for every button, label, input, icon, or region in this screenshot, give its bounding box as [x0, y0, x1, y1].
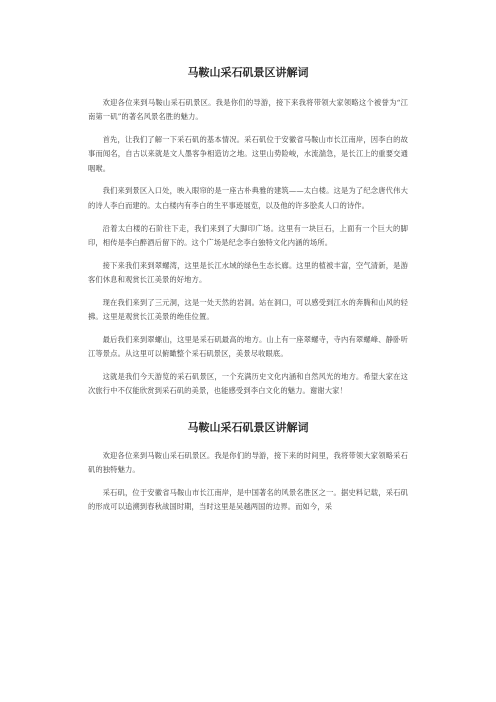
lecture-section-1	[88, 0, 408, 399]
paragraph-taibai-tower: 我们来到景区入口处，映入眼帘的是一座古朴典雅的建筑——太白楼。这是为了纪念唐代伟大的诗人李白而建的。太白楼内有李白的生平事迹展览，以及他的许多脍炙人口的诗作。	[88, 186, 408, 210]
paragraph-sanyuan-cave: 现在我们来到了三元洞，这是一处天然的岩洞。站在洞口，可以感受到江水的奔腾和山风的轻拂。这里是观赏长江美景的绝佳位置。	[88, 297, 408, 322]
paragraph-welcome: 欢迎各位来到马鞍山采石矶景区。我是你们的导游，接下来的时间里，我将带领大家领略采石矶的独特魅力。	[88, 451, 408, 475]
section-title: 马鞍山采石矶景区讲解词	[187, 66, 309, 79]
paragraph-overview: 首先，让我们了解一下采石矶的基本情况。采石矶位于安徽省马鞍山市长江南岸，因李白的故事而闻名，自古以来就是文人墨客争相造访之地。这里山势险峻，水流湍急，是长江上的重要交通咽喉。	[88, 135, 408, 173]
paragraph-cuiluo-bay: 接下来我们来到翠螺湾，这里是长江水域的绿色生态长廊。这里的植被丰富，空气清新，是游客们休息和观赏长江美景的好地方。	[88, 260, 408, 284]
document-page	[88, 0, 408, 523]
paragraph-closing: 这就是我们今天游览的采石矶景区，一个充满历史文化内涵和自然风光的地方。希望大家在这次旅行中不仅能欣赏到采石矶的美景，也能感受到李白文化的魅力。谢谢大家！	[88, 371, 408, 396]
paragraph-cuiluo-mountain: 最后我们来到翠螺山，这里是采石矶最高的地方。山上有一座翠螺寺，寺内有翠螺峰、静卧听江等景点。从这里可以俯瞰整个采石矶景区，美景尽收眼底。	[88, 334, 408, 359]
paragraph-welcome: 欢迎各位来到马鞍山采石矶景区。我是你们的导游，接下来我将带领大家领略这个被誉为“江南第一矶”的著名风景名胜的魅力。	[88, 98, 408, 122]
section-title: 马鞍山采石矶景区讲解词	[187, 421, 309, 435]
paragraph-history: 采石矶，位于安徽省马鞍山市长江南岸，是中国著名的风景名胜区之一。据史料记载，采石矶的形成可以追溯到春秋战国时期，当时这里是吴越两国的边界。而如今，采	[88, 488, 408, 512]
paragraph-footprint-square: 沿着太白楼的石阶往下走，我们来到了大脚印广场。这里有一块巨石，上面有一个巨大的脚印，相传是李白醉酒后留下的。这个广场是纪念李白独特文化内涵的场所。	[88, 223, 408, 247]
lecture-section-2	[88, 407, 408, 515]
